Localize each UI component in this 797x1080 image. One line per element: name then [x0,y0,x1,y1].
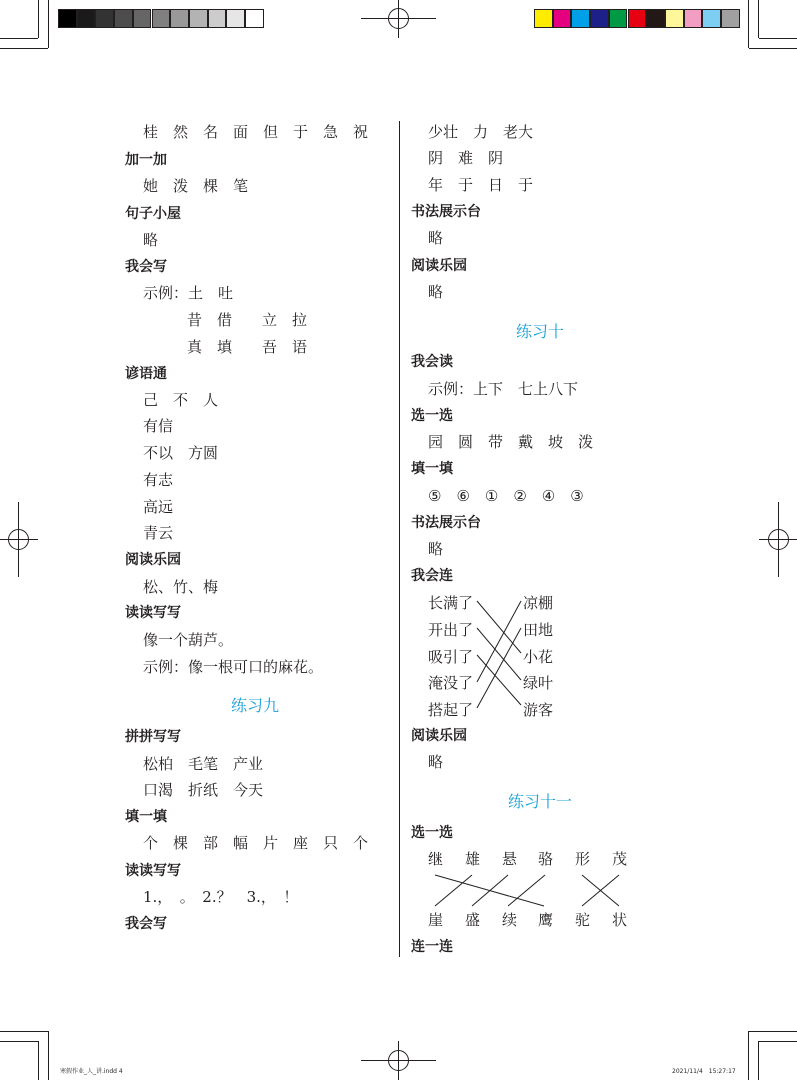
section-heading: 句子小屋 [125,206,181,222]
answer-line: 昔 借 立 拉 [187,311,308,329]
exercise-title: 练习九 [231,696,280,715]
answer-line: 略 [428,753,444,771]
answer-line: 示例：上下 七上八下 [428,380,579,398]
section-heading: 我会写 [125,916,167,932]
match-line [472,875,508,906]
answer-line: 松、竹、梅 [143,578,219,596]
answer-line: 1.， 。 2.？ 3.， ！ [143,888,299,906]
match-left-item: 长满了 [428,594,474,612]
match-top-char: 雄 [465,850,481,868]
match-top-char: 茂 [612,850,628,868]
answer-line: 有志 [143,471,174,489]
answer-line: 高远 [143,498,174,516]
match-right-item: 田地 [523,621,554,639]
answer-line: 像一个葫芦。 [143,631,234,649]
answer-line: 她 泼 棵 笔 [143,177,249,195]
section-heading: 加一加 [125,152,167,168]
answer-line: 年 于 日 于 [428,176,534,194]
section-heading: 填一填 [125,809,167,825]
answer-line: 松柏 毛笔 产业 [143,755,264,773]
answer-line: 口渴 折纸 今天 [143,781,264,799]
section-heading: 拼拼写写 [125,729,181,745]
match-top-char: 骆 [538,850,554,868]
answer-line: 少壮 力 老大 [428,123,534,141]
answer-line: 真 填 吾 语 [187,338,308,356]
section-heading: 我会连 [411,568,453,584]
answer-line: 不以 方圆 [143,444,219,462]
answer-line: 略 [428,229,444,247]
match-left-item: 淹没了 [428,674,474,692]
answer-line: 园 圆 带 戴 坡 泼 [428,433,594,451]
match-left-item: 搭起了 [428,701,474,719]
match-top-char: 形 [575,850,591,868]
slug-date: 2021/11/4 15:27:17 [672,1068,736,1075]
answer-line: 己 不 人 [143,391,219,409]
match-left-item: 开出了 [428,621,474,639]
match-top-char: 悬 [502,850,518,868]
answer-line: 青云 [143,524,174,542]
match-bottom-char: 鹰 [538,911,554,929]
match-right-item: 游客 [523,701,554,719]
section-heading: 我会读 [411,354,453,370]
section-heading: 谚语通 [125,366,167,382]
section-heading: 读读写写 [125,863,181,879]
section-heading: 填一填 [411,461,453,477]
match-right-item: 小花 [523,648,554,666]
match-bottom-char: 驼 [575,911,591,929]
slug-filename: 寒假作业_人_讲.indd 4 [60,1068,123,1075]
answer-line: 略 [428,540,444,558]
match-bottom-char: 状 [612,911,628,929]
match-bottom-char: 续 [502,911,518,929]
section-heading: 阅读乐园 [411,728,467,744]
match-left-item: 吸引了 [428,648,474,666]
answer-line: 个 棵 部 幅 片 座 只 个 [143,834,369,852]
section-heading: 书法展示台 [411,515,481,531]
section-heading: 阅读乐园 [411,258,467,274]
section-heading: 阅读乐园 [125,552,181,568]
answer-line: 示例：土 吐 [143,284,234,302]
section-heading: 书法展示台 [411,204,481,220]
answer-line: 有信 [143,417,174,435]
answer-line: 桂 然 名 面 但 于 急 祝 [143,123,369,141]
section-heading: 我会写 [125,259,167,275]
match-bottom-char: 盛 [465,911,481,929]
match-top-char: 继 [428,850,444,868]
exercise-title: 练习十一 [508,792,573,811]
match-line [435,875,472,906]
section-heading: 选一选 [411,825,453,841]
section-heading: 选一选 [411,408,453,424]
match-right-item: 绿叶 [523,674,554,692]
answer-line: 略 [143,231,159,249]
answer-line: 略 [428,283,444,301]
section-heading: 连一连 [411,939,453,955]
match-bottom-char: 崖 [428,911,444,929]
match-right-item: 凉棚 [523,594,554,612]
exercise-title: 练习十 [516,322,565,341]
answer-line: 示例：像一根可口的麻花。 [143,658,324,676]
section-heading: 读读写写 [125,605,181,621]
answer-line: ⑤ ⑥ ① ② ④ ③ [428,487,584,505]
answer-line: 阴 难 阴 [428,149,504,167]
